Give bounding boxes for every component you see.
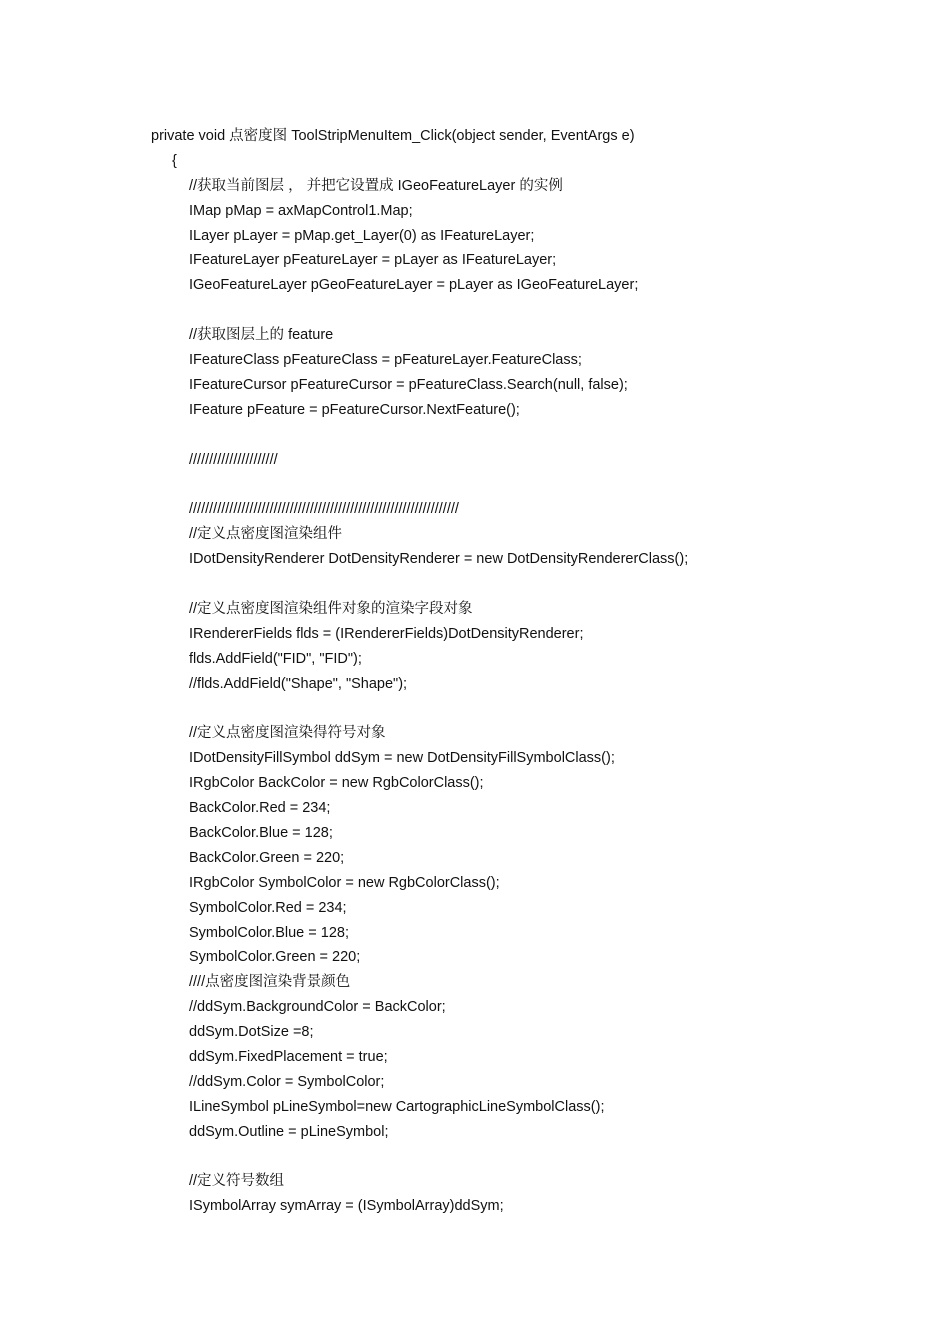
code-line: IDotDensityRenderer DotDensityRenderer = new DotDensityRendererClass(); [189, 551, 689, 568]
code-line: //定义点密度图渲染得符号对象 [189, 725, 386, 742]
code-line: //定义点密度图渲染组件 [189, 526, 343, 543]
code-line: //定义点密度图渲染组件对象的渲染字段对象 [189, 600, 473, 617]
blank-line [151, 572, 911, 597]
code-line: //获取当前图层 ， 并把它设置成 IGeoFeatureLayer 的实例 [189, 177, 563, 194]
code-line: ddSym.Outline = pLineSymbol; [189, 1123, 389, 1140]
blank-line [151, 696, 911, 721]
code-line: BackColor.Green = 220; [189, 849, 345, 866]
code-line: //flds.AddField("Shape", "Shape"); [189, 675, 408, 692]
code-line: BackColor.Blue = 128; [189, 824, 333, 841]
code-line: ILineSymbol pLineSymbol=new CartographicLineSymbolClass(); [189, 1098, 605, 1115]
code-line: BackColor.Red = 234; [189, 800, 331, 817]
blank-line [151, 423, 911, 448]
code-line: //ddSym.Color = SymbolColor; [189, 1073, 385, 1090]
code-line: /////////////////////////////////////////////////////////////////// [189, 501, 459, 518]
code-line: private void 点密度图 ToolStripMenuItem_Click(object sender, EventArgs e) [151, 128, 635, 144]
code-line: //ddSym.BackgroundColor = BackColor; [189, 999, 446, 1016]
code-line: IGeoFeatureLayer pGeoFeatureLayer = pLayer as IGeoFeatureLayer; [189, 277, 639, 294]
code-line: SymbolColor.Green = 220; [189, 949, 361, 966]
code-line: SymbolColor.Blue = 128; [189, 924, 349, 941]
code-line: //定义符号数组 [189, 1173, 285, 1190]
code-line: IFeatureCursor pFeatureCursor = pFeatureClass.Search(null, false); [189, 376, 628, 393]
blank-line [151, 472, 911, 497]
code-line: IFeature pFeature = pFeatureCursor.NextFeature(); [189, 401, 520, 418]
code-line: ddSym.DotSize =8; [189, 1024, 314, 1041]
code-line: flds.AddField("FID", "FID"); [189, 650, 362, 667]
code-line: IRendererFields flds = (IRendererFields)DotDensityRenderer; [189, 625, 584, 642]
code-line: ILayer pLayer = pMap.get_Layer(0) as IFeatureLayer; [189, 227, 535, 244]
code-line: ////点密度图渲染背景颜色 [189, 974, 351, 991]
code-line: SymbolColor.Red = 234; [189, 899, 347, 916]
code-line: IRgbColor SymbolColor = new RgbColorClass(); [189, 874, 500, 891]
code-line: IDotDensityFillSymbol ddSym = new DotDensityFillSymbolClass(); [189, 750, 615, 767]
code-line: ////////////////////// [189, 451, 278, 468]
code-line: ddSym.FixedPlacement = true; [189, 1048, 388, 1065]
code-line: IFeatureClass pFeatureClass = pFeatureLayer.FeatureClass; [189, 352, 582, 369]
code-line: IRgbColor BackColor = new RgbColorClass(); [189, 775, 484, 792]
blank-line [151, 1145, 911, 1170]
blank-line [151, 298, 911, 323]
code-line: IFeatureLayer pFeatureLayer = pLayer as IFeatureLayer; [189, 252, 557, 269]
code-line: IMap pMap = axMapControl1.Map; [189, 202, 413, 219]
code-line: { [172, 152, 177, 169]
code-block [151, 124, 911, 1219]
code-line: ISymbolArray symArray = (ISymbolArray)ddSym; [189, 1198, 504, 1215]
code-line: //获取图层上的 feature [189, 327, 334, 344]
